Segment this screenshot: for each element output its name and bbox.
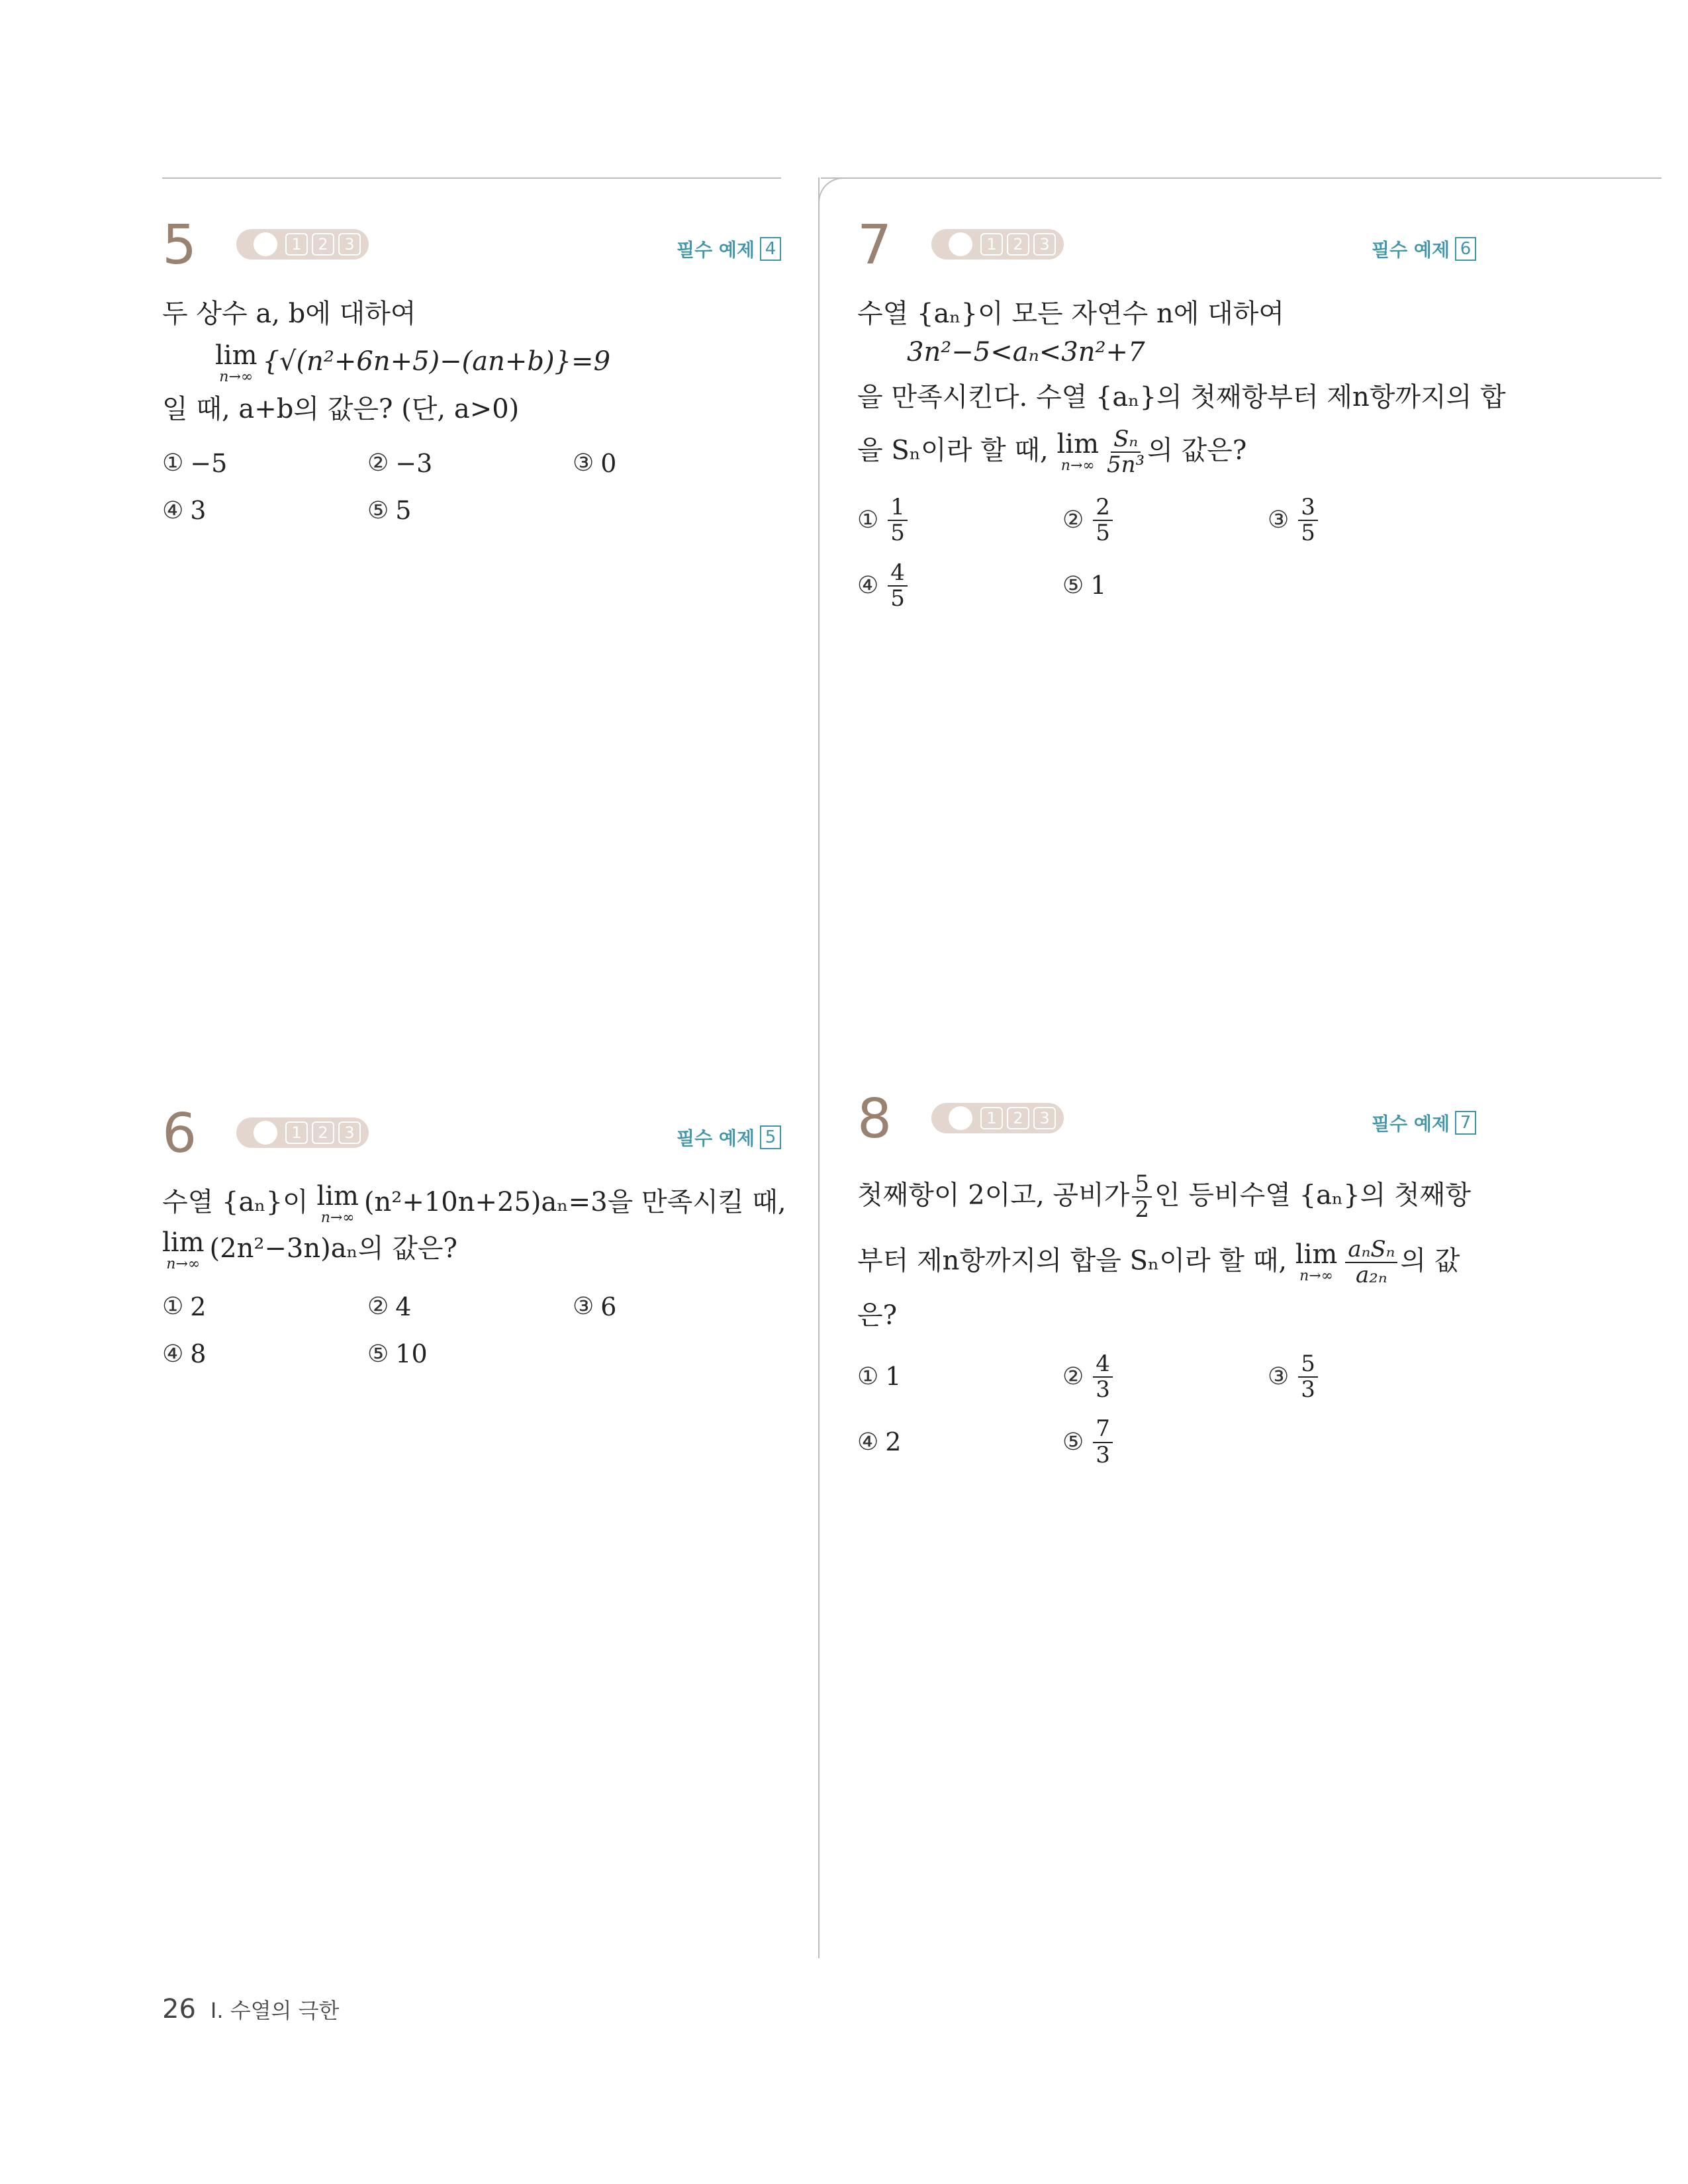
- reference-tag: [1372, 1110, 1476, 1136]
- page-footer: [162, 1994, 339, 2024]
- fraction-denominator: 5: [890, 520, 905, 547]
- fraction-numerator: 2: [1093, 495, 1113, 521]
- fraction-denominator: 5n³: [1107, 451, 1145, 479]
- lim-word: lim: [162, 1227, 205, 1258]
- choice-5[interactable]: [367, 493, 573, 529]
- lim-subscript: n→∞: [1299, 1268, 1334, 1285]
- problem-text-line: 을 만족시킨다. 수열 {aₙ}의 첫째항부터 제n항까지의 합: [857, 382, 1506, 412]
- choice-2[interactable]: [1062, 1352, 1268, 1403]
- choice-value: −5: [190, 449, 228, 478]
- fraction-denominator: 5: [1096, 520, 1110, 547]
- choice-mark: ①: [857, 1362, 879, 1390]
- level-1: 1: [980, 233, 1003, 256]
- level-1: 1: [285, 1121, 308, 1144]
- choice-fraction: [1093, 1352, 1113, 1403]
- limit-fraction: [1107, 427, 1145, 478]
- fraction-denominator: a₂ₙ: [1356, 1262, 1387, 1289]
- difficulty-pill: [931, 229, 1064, 260]
- choice-5[interactable]: [1062, 1417, 1268, 1468]
- choice-value: −3: [395, 449, 433, 478]
- choice-mark: ②: [1062, 506, 1084, 534]
- reference-number: 7: [1455, 1111, 1476, 1135]
- choice-1[interactable]: [857, 1352, 1062, 1403]
- column-divider: [818, 177, 820, 1958]
- problem-text-line: 두 상수 a, b에 대하여: [162, 299, 416, 329]
- reference-label: 필수 예제: [1372, 1113, 1450, 1135]
- text-fragment: 첫째항이 2이고, 공비가: [857, 1180, 1130, 1211]
- choice-mark: ⑤: [367, 497, 389, 524]
- text-fragment: 의 값: [1400, 1245, 1460, 1276]
- lim-subscript: n→∞: [219, 369, 254, 385]
- reference-label: 필수 예제: [677, 1127, 755, 1149]
- lim-subscript: n→∞: [320, 1210, 355, 1226]
- choice-mark: ①: [857, 506, 879, 534]
- column-divider-corner: [818, 177, 845, 204]
- top-rule-left: [162, 177, 781, 179]
- chapter-title: I. 수열의 극한: [210, 1998, 340, 2023]
- choice-4[interactable]: [857, 561, 1062, 612]
- problem-text-line: [162, 1229, 781, 1272]
- limit-operator: [316, 1183, 359, 1225]
- choice-5[interactable]: [367, 1336, 573, 1372]
- level-2: 2: [312, 233, 334, 256]
- choice-value: 1: [885, 1362, 902, 1392]
- fraction-numerator: aₙSₙ: [1345, 1237, 1397, 1263]
- choice-2[interactable]: [1062, 495, 1268, 546]
- choice-fraction: [888, 561, 908, 612]
- inequality: 3n²−5<aₙ<3n²+7: [907, 337, 1145, 367]
- answer-choices: [857, 1352, 1476, 1468]
- difficulty-pill: [236, 1117, 369, 1148]
- answer-choices: [162, 446, 781, 529]
- level-1: 1: [980, 1107, 1003, 1129]
- text-fragment: 의 값은?: [1147, 435, 1247, 466]
- difficulty-dot-icon: [949, 1106, 972, 1130]
- problem-number: 6: [162, 1102, 197, 1165]
- problem-body: [857, 295, 1506, 612]
- choice-2[interactable]: [367, 446, 573, 482]
- fraction-numerator: 4: [888, 561, 908, 587]
- choice-5[interactable]: [1062, 561, 1268, 612]
- limit-operator: [162, 1229, 205, 1272]
- choice-1[interactable]: [162, 1289, 367, 1325]
- fraction-numerator: 1: [888, 495, 908, 521]
- choice-4[interactable]: [857, 1417, 1062, 1468]
- problem-body: [162, 1181, 786, 1372]
- text-fragment: 을 Sₙ이라 할 때,: [857, 435, 1049, 466]
- choice-3[interactable]: [1268, 1352, 1473, 1403]
- difficulty-dot-icon: [949, 232, 972, 256]
- choice-mark: ②: [367, 1293, 389, 1321]
- choice-mark: ⑤: [367, 1340, 389, 1368]
- level-1: 1: [285, 233, 308, 256]
- answer-choices: [162, 1289, 781, 1372]
- choice-value: 0: [600, 449, 617, 478]
- level-3: 3: [1033, 233, 1056, 256]
- fraction-denominator: 3: [1096, 1376, 1110, 1403]
- choice-1[interactable]: [162, 446, 367, 482]
- reference-label: 필수 예제: [1372, 239, 1450, 261]
- choice-mark: ④: [857, 1428, 879, 1456]
- level-2: 2: [1007, 1107, 1029, 1129]
- lim-subscript: n→∞: [1060, 457, 1095, 475]
- limit-operator: [1295, 1241, 1338, 1284]
- fraction-denominator: 3: [1096, 1441, 1110, 1468]
- choice-value: 3: [190, 496, 207, 526]
- limit-operator: [1057, 431, 1100, 473]
- limit-fraction: [1345, 1237, 1397, 1288]
- difficulty-dot-icon: [254, 232, 277, 256]
- choice-fraction: [888, 495, 908, 546]
- answer-choices: [857, 495, 1476, 612]
- choice-mark: ④: [162, 1340, 184, 1368]
- choice-value: 2: [190, 1292, 207, 1321]
- problem-number: 7: [857, 214, 892, 277]
- text-fragment: (n²+10n+25)aₙ=3을 만족시킬 때,: [363, 1187, 786, 1217]
- reference-label: 필수 예제: [677, 239, 755, 261]
- problem-text-line: [857, 1172, 1476, 1223]
- text-fragment: 수열 {aₙ}이: [162, 1187, 308, 1217]
- choice-2[interactable]: [367, 1289, 573, 1325]
- choice-mark: ①: [162, 450, 184, 477]
- choice-4[interactable]: [162, 493, 367, 529]
- choice-value: 6: [600, 1292, 617, 1321]
- choice-fraction: [1298, 495, 1318, 546]
- lim-word: lim: [215, 340, 258, 371]
- level-2: 2: [1007, 233, 1029, 256]
- choice-value: 5: [395, 496, 412, 526]
- fraction-numerator: 3: [1298, 495, 1318, 521]
- reference-tag: [677, 236, 781, 262]
- fraction-denominator: 3: [1301, 1376, 1315, 1403]
- reference-number: 5: [760, 1125, 781, 1149]
- choice-mark: ②: [367, 450, 389, 477]
- choice-4[interactable]: [162, 1336, 367, 1372]
- limit-body: {√(n²+6n+5)−(an+b)}=9: [262, 346, 611, 377]
- choice-value: 2: [885, 1427, 902, 1457]
- fraction-numerator: 5: [1132, 1172, 1152, 1198]
- fraction-numerator: 7: [1093, 1417, 1113, 1443]
- limit-operator: [215, 342, 258, 385]
- top-rule-right: [821, 177, 1662, 179]
- choice-mark: ⑤: [1062, 571, 1084, 599]
- lim-word: lim: [1056, 429, 1100, 460]
- difficulty-pill: [931, 1103, 1064, 1133]
- problem-text-line: 은?: [857, 1300, 898, 1331]
- problem-text-line: [857, 427, 1476, 478]
- choice-3[interactable]: [573, 446, 778, 482]
- choice-3[interactable]: [573, 1289, 778, 1325]
- limit-expression: [162, 342, 781, 385]
- level-3: 3: [338, 233, 361, 256]
- choice-fraction: [1093, 1417, 1113, 1468]
- choice-1[interactable]: [857, 495, 1062, 546]
- problem-text-line: 일 때, a+b의 값은? (단, a>0): [162, 394, 520, 424]
- page-number: 26: [162, 1994, 196, 2024]
- problem-text-line: [857, 1237, 1476, 1288]
- choice-mark: ③: [573, 1293, 594, 1321]
- choice-value: 10: [395, 1339, 428, 1369]
- reference-tag: [677, 1124, 781, 1151]
- reference-tag: [1372, 236, 1476, 262]
- problem-text-line: [162, 1181, 786, 1226]
- reference-number: 6: [1455, 237, 1476, 261]
- problem-number: 8: [857, 1088, 892, 1151]
- fraction-denominator: 5: [890, 585, 905, 612]
- choice-fraction: [1298, 1352, 1318, 1403]
- level-3: 3: [1033, 1107, 1056, 1129]
- level-3: 3: [338, 1121, 361, 1144]
- text-fragment: (2n²−3n)aₙ의 값은?: [209, 1233, 457, 1264]
- choice-value: 4: [395, 1292, 412, 1321]
- text-fragment: 부터 제n항까지의 합을 Sₙ이라 할 때,: [857, 1245, 1288, 1276]
- choice-3[interactable]: [1268, 495, 1473, 546]
- choice-mark: ②: [1062, 1362, 1084, 1390]
- choice-mark: ④: [857, 571, 879, 599]
- level-2: 2: [312, 1121, 334, 1144]
- difficulty-dot-icon: [254, 1121, 277, 1145]
- fraction-numerator: 4: [1093, 1352, 1113, 1378]
- text-fragment: 인 등비수열 {aₙ}의 첫째항: [1154, 1180, 1471, 1211]
- choice-fraction: [1093, 495, 1113, 546]
- choice-mark: ④: [162, 497, 184, 524]
- problem-body: [857, 1172, 1476, 1468]
- choice-value: 1: [1090, 571, 1107, 600]
- difficulty-pill: [236, 229, 369, 260]
- lim-subscript: n→∞: [166, 1256, 201, 1272]
- choice-mark: ③: [1268, 506, 1289, 534]
- choice-mark: ⑤: [1062, 1428, 1084, 1456]
- choice-mark: ③: [1268, 1362, 1289, 1390]
- fraction-denominator: 2: [1135, 1196, 1149, 1223]
- reference-number: 4: [760, 237, 781, 261]
- lim-word: lim: [316, 1181, 359, 1211]
- fraction-numerator: Sₙ: [1111, 427, 1141, 453]
- problem-text-line: 수열 {aₙ}이 모든 자연수 n에 대하여: [857, 299, 1285, 329]
- problem-number: 5: [162, 214, 197, 277]
- choice-mark: ①: [162, 1293, 184, 1321]
- ratio-fraction: [1132, 1172, 1152, 1223]
- choice-mark: ③: [573, 450, 594, 477]
- problem-body: [162, 295, 781, 529]
- fraction-numerator: 5: [1298, 1352, 1318, 1378]
- fraction-denominator: 5: [1301, 520, 1315, 547]
- choice-value: 8: [190, 1339, 207, 1369]
- lim-word: lim: [1295, 1239, 1338, 1270]
